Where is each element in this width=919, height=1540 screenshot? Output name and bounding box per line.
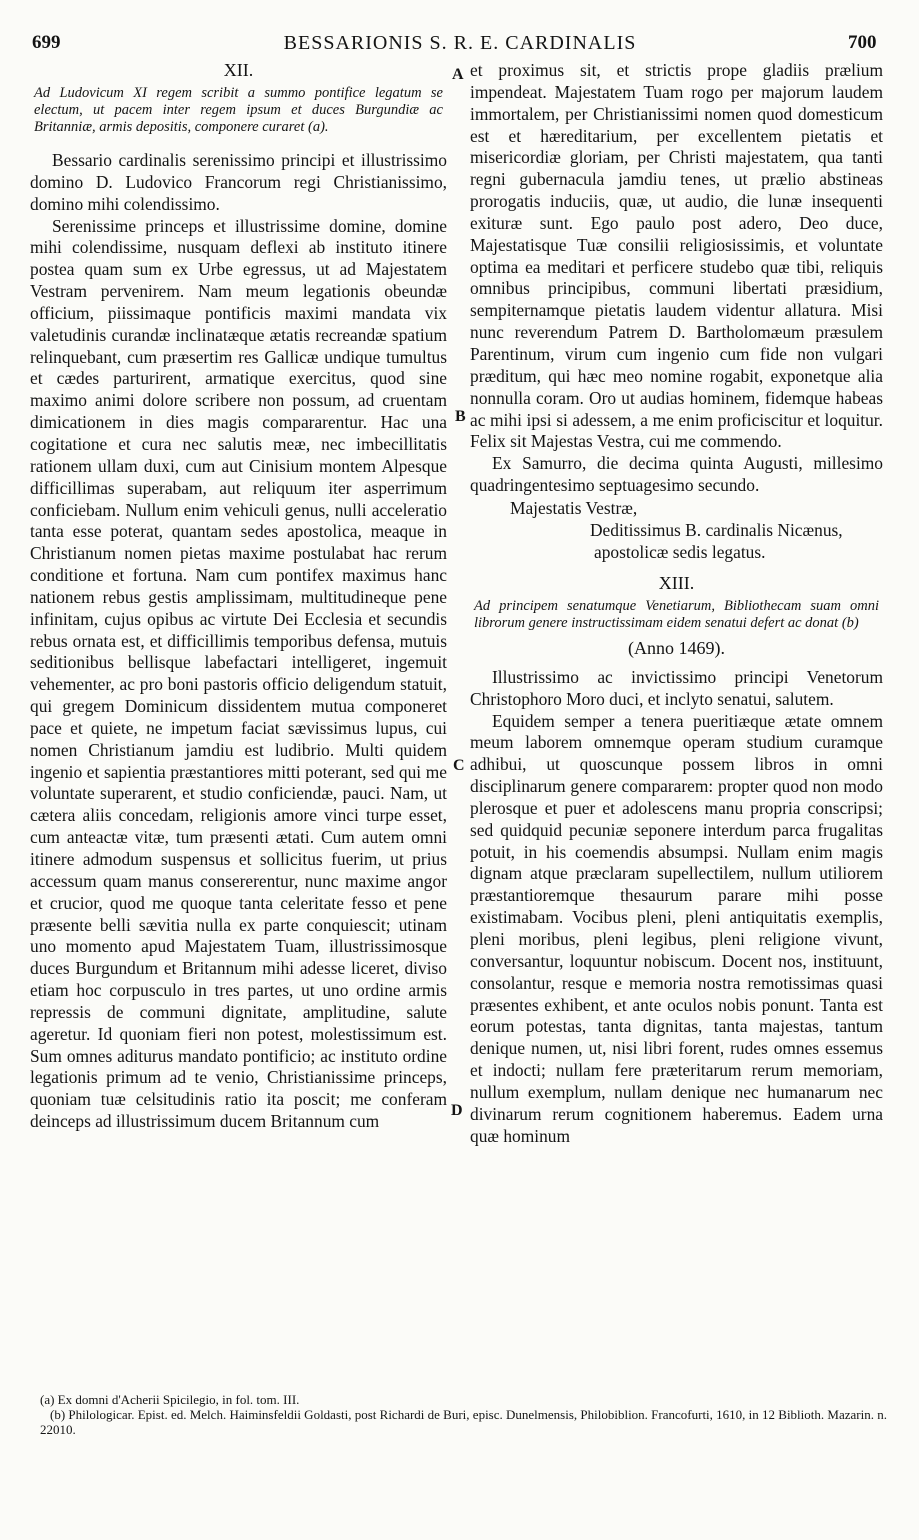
letter-xii-date: Ex Samurro, die decima quinta Augusti, millesimo quadringentesimo septuagesimo secundo. [470,453,883,496]
left-column [30,60,447,1133]
page-number-right: 700 [848,32,877,53]
margin-letter-d: D [451,1102,463,1119]
page-number-left: 699 [32,32,61,53]
margin-letter-a: A [452,66,464,83]
letter-xii-summary: Ad Ludovicum XI regem scribit a summo pontifice legatum se electum, ut pacem inter regem ipsum et duces Burgundiæ ac Britanniæ, armis depositis, componere curaret (a). [34,85,443,135]
footnote-a: (a) Ex domni d'Acherii Spicilegio, in fol. tom. III. [40,1392,300,1407]
margin-letter-b: B [455,408,466,425]
margin-letter-c: C [453,757,465,774]
letter-number-xii: XII. [223,60,254,80]
letter-xii-continuation: et proximus sit, et strictis prope gladiis prælium impendeat. Majestatem Tuam rogo per majorum laudem immortalem, per Christianissimi nomen quod domesticum est et hæreditarium, per excellentem pietatis et misericordiæ gloriam, per Christi majestatem, qua tanti regni gubernacula jamdiu tenes, ut prælio abstineas prorogatis induciis, quæ, ut audio, die lunæ insequenti exituræ sunt. Ego paulo post adero, Deo duce, Majestatisque Tuæ consilii religiosissimis, et voluntate optima ea meditari et perficere studebo quæ tibi, reliquis omnibus principibus, communi libertati præsidium, sempiternamque pietatis laudem videntur allatura. Misi nunc reverendum Patrem D. Bartholomæum præsulem Parentinum, virum cum ingenio cum fide non vulgari præditum, qui hæc meo nomine rogabit, exponetque alia nonnulla coram. Oro ut audias hominem, fidemque habeas ac mihi ipsi si adessem, a me enim proficiscitur et loquitur. Felix sit Majestas Vestra, cui me commendo. [470,60,883,452]
letter-xiii-salutation: Illustrissimo ac invictissimo principi Venetorum Christophoro Moro duci, et inclyto senatui, salutem. [470,666,883,709]
letter-xiii-summary: Ad principem senatumque Venetiarum, Bibliothecam suam omni librorum genere instructissimam eidem senatui defert ac donat (b) [474,597,879,631]
letter-xiii-body: Equidem semper a tenera pueritiæque ætate omnem meum laborem omnemque operam studium curamque adhibui, ut quoscunque possem libros in omni disciplinarum genere compararem: propter quod non modo plerosque et puer et adolescens manu propria conscripsi; sed quidquid pecuniæ seponere interdum parca frugalitas potuit, in his coemendis absumpsi. Nullam enim magis dignam atque præclaram supellectilem, nullum utiliorem præstantioremque thesaurum parare mihi posse existimabam. Vocibus pleni, pleni antiquitatis exemplis, pleni moribus, pleni legibus, pleni religione vivunt, conversantur, loquuntur nobiscum. Docent nos, instituunt, consolantur, resque e memoria nostra remotissimas quasi præsentes exhibent, et ante oculos nobis ponunt. Tanta est eorum potestas, tanta dignitas, tanta majestas, tantum denique numen, ut, nisi libri forent, rudes omnes essemus et indocti; nullam fere præteritarum rerum memoriam, nullum exemplum, nullam denique nec humanarum nec divinarum rerum cognitionem haberemus. Eadem urna quæ hominum [470,710,883,1146]
letter-number-xiii: XIII. [658,572,695,593]
footnote-b: (b) Philologicar. Epist. ed. Melch. Haiminsfeldii Goldasti, post Richardi de Buri, episc. Dunelmensis, Philobiblion. Francofurti, 1610, in 12 Biblioth. Mazarin. n. 22010. [40,1407,887,1437]
closing-line-2: Deditissimus B. cardinalis Nicænus, [590,519,843,540]
right-column [470,60,883,1147]
running-title: BESSARIONIS S. R. E. CARDINALIS [283,32,637,54]
letter-xii-body: Serenissime princeps et illustrissime domine, domine mihi colendissime, nusquam deflexi ab instituto itinere postea quam sum ex Urbe egressus, ut ad Majestatem Vestram pervenirem. Nam meum legationis obeundæ officium, piissimaque pontificis maximi mandata vix valetudinis curandæ inclinatæque ætatis recreandæ spatium relinquebant, cum præsertim res Gallicæ undique tumultus et cædes parturirent, armatique exercitus, quod sine maximo animi dolore scribere non possum, ad cruentam dimicationem in dies magis compararentur. Hac una cogitatione et cura nec salutis meæ, nec imbecillitatis rationem ullam duxi, cum aut Cinisium montem Alpesque difficillimas superabam, aut reliquum iter asperrimum conficiebam. Nullum enim vehiculi genus, nulli acceleratio tanta esse poterat, quantam sedes apostolica, meaque in Christianum nomen pietas maxime postulabat hac rerum conditione et fortuna. Nam cum pontifex maximus hanc nationem rebus gestis amplissimam, multitudineque pene infinitam, cujus opibus ac virtute Dei Ecclesia et secundis rebus ornata est, et difficillimis temporibus defensa, mutuis seditionibus bellisque labefactari intelligeret, ingemuit vehementer, ac pro boni pastoris officio deligendum statuit, qui gregem Dominicum dissidentem mutua componeret pace et quiete, ne impetum faciat sævissimus lupus, cui nomen Christianum jamdiu est ludibrio. Multi quidem ingenio et sapientia præstantiores mitti poterant, sed qui me voluntate superarent, et studio conficiendæ, pauci. Nam, ut cætera aliis concedam, religionis amore vinci turpe esset, cum anteactæ vitæ, tum præsenti ætati. Cum autem omni itinere admodum suspensus et sollicitus fuerim, ut prius accessum quam manus consererentur, nunc maxime angor et crucior, quod me quoque tanta celeritate fesso et pene præsente belli sævitia nulla ex parte conquiescit; utinam uno momento apud Majestatem Tuam, illustrissimosque duces Burgundum et Britannum mihi adesse liceret, diviso etiam hoc corpusculo in tres partes, ut uno ordine armis repressis de communi dignitate, amplitudine, salute ageretur. Id quoniam fieri non potest, molestissimum est. Sum omnes aditurus mandato pontificio; ac instituto ordine legationis primum ad te venio, Christianissime princeps, quoniam tuæ celsitudinis ratio ita poscit; me conferam deinceps ad illustrissimum ducem Britannum cum [30,215,447,1132]
letter-xiii-year: (Anno 1469). [628,637,725,658]
letter-xii-salutation: Bessario cardinalis serenissimo principi et illustrissimo domino D. Ludovico Francorum regi Christianissimo, domino mihi colendissimo. [30,150,447,214]
footnotes [40,1392,890,1437]
closing-line-3: apostolicæ sedis legatus. [594,541,766,562]
closing-line-1: Majestatis Vestræ, [510,497,638,518]
